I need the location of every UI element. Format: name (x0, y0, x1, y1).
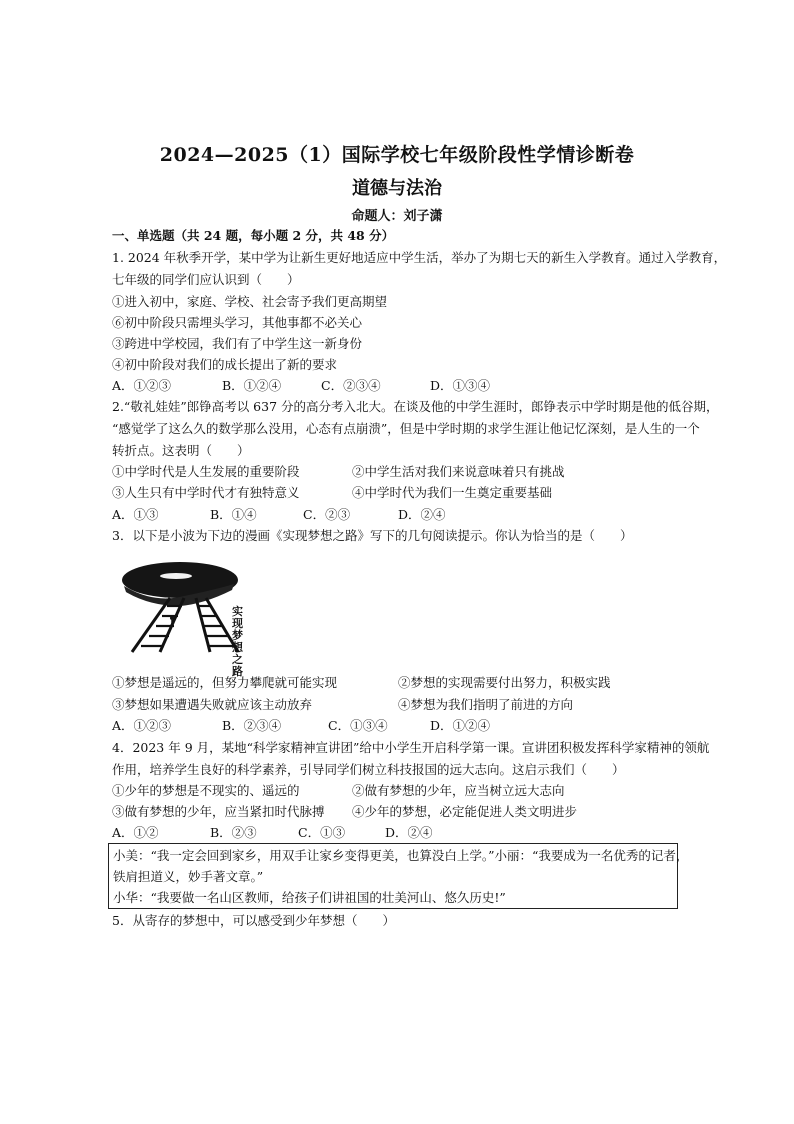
material-line2: 铁肩担道义，妙手著文章。” (113, 869, 264, 884)
subject-title: 道德与法治 (352, 178, 442, 199)
q2-stem-line1: 2.“敬礼娃娃”郎铮高考以 637 分的高分考入北大。在谈及他的中学生涯时，郎铮表示中学时期是他的低谷期， (112, 399, 719, 414)
q2-statement-3: ③人生只有中学时代才有独特意义 (112, 485, 300, 500)
q1-stem-line1: 1. 2024 年秋季开学，某中学为让新生更好地适应中学生活，举办了为期七天的新生入学教育。通过入学教育， (112, 250, 727, 265)
q1-statement-4: ④初中阶段对我们的成长提出了新的要求 (112, 357, 338, 372)
q3-option-d: D．①②④ (430, 718, 491, 733)
material-line3: 小华：“我要做一名山区教师，给孩子们讲祖国的壮美河山、悠久历史!” (113, 890, 506, 905)
q2-option-b: B．①④ (210, 507, 257, 522)
q3-stem-line1: 3．以下是小波为下边的漫画《实现梦想之路》写下的几句阅读提示。你认为恰当的是（ ） (112, 528, 633, 543)
comic-caption: 实现梦想之路 (232, 605, 243, 678)
q1-stem-line2: 七年级的同学们应认识到（ ） (112, 272, 300, 287)
section-heading: 一、单选题（共 24 题，每小题 2 分，共 48 分） (112, 228, 395, 243)
q2-option-c: C．②③ (303, 507, 351, 522)
q4-option-b: B．②③ (210, 825, 257, 840)
material-line1: 小美：“我一定会回到家乡，用双手让家乡变得更美，也算没白上学。”小丽：“我要成为一名优秀的记者， (113, 848, 689, 863)
q3-statement-1: ①梦想是遥远的，但努力攀爬就可能实现 (112, 675, 338, 690)
q2-option-d: D．②④ (398, 507, 446, 522)
q2-stem-line3: 转折点。这表明（ ） (112, 443, 250, 458)
q4-statement-4: ④少年的梦想，必定能促进人类文明进步 (352, 804, 578, 819)
q3-statement-4: ④梦想为我们指明了前进的方向 (398, 697, 574, 712)
q1-statement-1: ①进入初中，家庭、学校、社会寄予我们更高期望 (112, 294, 388, 309)
q4-stem-line2: 作用，培养学生良好的科学素养，引导同学们树立科技报国的远大志向。这启示我们（ ） (112, 762, 625, 777)
q3-option-b: B．②③④ (222, 718, 282, 733)
q2-statement-1: ①中学时代是人生发展的重要阶段 (112, 464, 300, 479)
q4-statement-2: ②做有梦想的少年，应当树立远大志向 (352, 783, 565, 798)
q1-option-a: A．①②③ (112, 378, 172, 393)
q3-statement-2: ②梦想的实现需要付出努力，积极实践 (398, 675, 611, 690)
q2-statement-4: ④中学时代为我们一生奠定重要基础 (352, 485, 553, 500)
q4-stem-line1: 4．2023 年 9 月，某地“科学家精神宣讲团”给中小学生开启科学第一课。宣讲团积极发挥科学家精神的领航 (112, 740, 710, 755)
exam-title: 2024—2025（1）国际学校七年级阶段性学情诊断卷 (159, 144, 635, 166)
q3-statement-3: ③梦想如果遭遇失败就应该主动放弃 (112, 697, 313, 712)
q3-option-c: C．①③④ (328, 718, 388, 733)
author-line: 命题人：刘子潇 (351, 209, 443, 224)
q3-option-a: A．①②③ (112, 718, 172, 733)
q5-stem-line1: 5．从寄存的梦想中，可以感受到少年梦想（ ） (112, 913, 395, 928)
q1-option-b: B．①②④ (222, 378, 282, 393)
q1-option-d: D．①③④ (430, 378, 491, 393)
q4-statement-1: ①少年的梦想是不现实的、遥远的 (112, 783, 300, 798)
q1-statement-3: ③跨进中学校园，我们有了中学生这一新身份 (112, 336, 363, 351)
q2-stem-line2: “感觉学了这么久的数学那么没用，心态有点崩溃”，但是中学时期的求学生涯让他记忆深刻，是人生的一个 (112, 421, 700, 436)
q4-statement-3: ③做有梦想的少年，应当紧扣时代脉搏 (112, 804, 325, 819)
q4-option-c: C．①③ (298, 825, 346, 840)
q1-option-c: C．②③④ (321, 378, 381, 393)
q4-option-a: A．①② (112, 825, 159, 840)
q2-statement-2: ②中学生活对我们来说意味着只有挑战 (352, 464, 565, 479)
q2-option-a: A．①③ (112, 507, 159, 522)
material-box (108, 843, 689, 909)
q1-statement-2: ⑥初中阶段只需埋头学习，其他事都不必关心 (112, 315, 363, 330)
q4-option-d: D．②④ (385, 825, 433, 840)
